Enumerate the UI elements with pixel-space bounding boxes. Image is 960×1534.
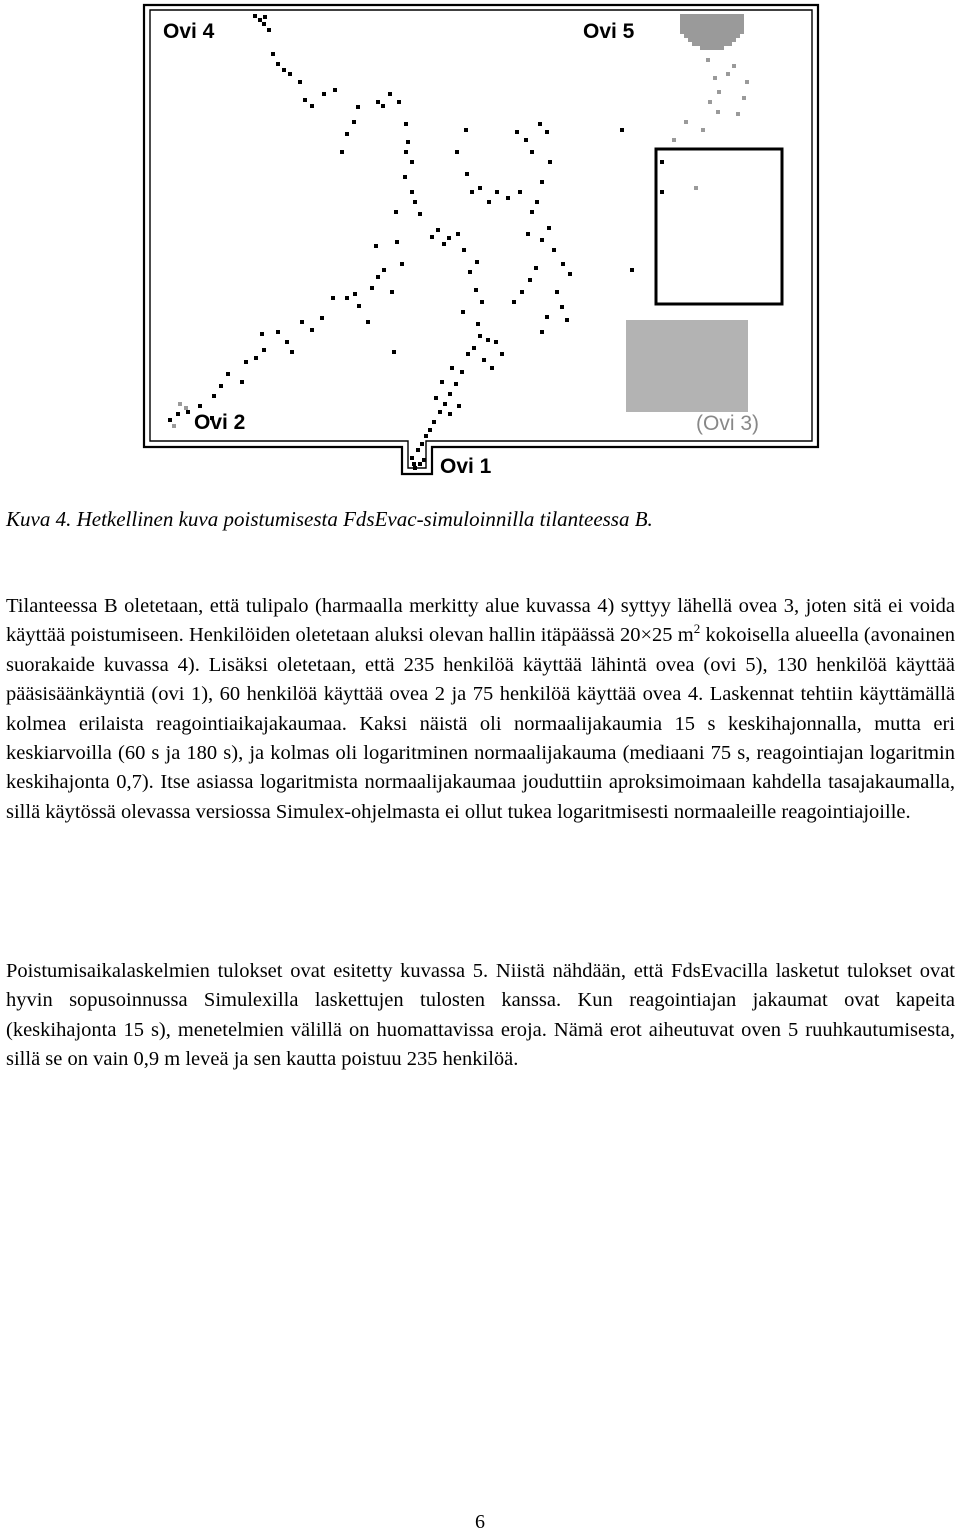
- crowd-agent: [724, 42, 728, 46]
- crowd-agent: [732, 30, 736, 34]
- gray-agent: [178, 402, 182, 406]
- door-label-ovi4: Ovi 4: [163, 20, 215, 43]
- agent: [397, 100, 401, 104]
- agent: [466, 352, 470, 356]
- gray-agent: [732, 64, 736, 68]
- crowd-agent: [696, 18, 700, 22]
- floor-plan: [0, 0, 960, 490]
- crowd-agent: [700, 26, 704, 30]
- gray-agent: [736, 112, 740, 116]
- crowd-agent: [688, 14, 692, 18]
- gray-agent: [717, 90, 721, 94]
- agent: [262, 348, 266, 352]
- agent: [388, 92, 392, 96]
- crowd-agent: [712, 46, 716, 50]
- agent: [288, 72, 292, 76]
- agent: [282, 68, 286, 72]
- agent: [345, 296, 349, 300]
- crowd-agent: [712, 30, 716, 34]
- agent: [366, 320, 370, 324]
- fire-area: [626, 320, 748, 412]
- crowd-agent: [684, 18, 688, 22]
- crowd-agent: [724, 34, 728, 38]
- agent: [186, 410, 190, 414]
- crowd-agent: [680, 14, 684, 18]
- crowd-agent: [688, 34, 692, 38]
- agent: [410, 456, 414, 460]
- crowd-agent: [688, 26, 692, 30]
- gray-agent: [184, 406, 188, 410]
- evacuation-figure: [0, 0, 960, 490]
- crowd-agent: [700, 46, 704, 50]
- crowd-agent: [684, 34, 688, 38]
- crowd-agent: [704, 46, 708, 50]
- gray-agent: [172, 424, 176, 428]
- agent: [244, 360, 248, 364]
- agent: [392, 350, 396, 354]
- agent: [545, 315, 549, 319]
- agent: [240, 380, 244, 384]
- door-label-ovi3: (Ovi 3): [696, 412, 759, 435]
- agent: [353, 292, 357, 296]
- agent: [395, 240, 399, 244]
- crowd-agent: [680, 22, 684, 26]
- crowd-agent: [720, 34, 724, 38]
- agent: [290, 350, 294, 354]
- crowd-agent: [692, 34, 696, 38]
- agent: [276, 62, 280, 66]
- crowd-agent: [732, 14, 736, 18]
- crowd-agent: [696, 38, 700, 42]
- door-label-ovi2: Ovi 2: [194, 411, 246, 434]
- crowd-agent: [692, 38, 696, 42]
- agent: [528, 278, 532, 282]
- crowd-agent: [704, 34, 708, 38]
- gray-agent: [745, 80, 749, 84]
- crowd-agent: [692, 18, 696, 22]
- crowd-agent: [696, 22, 700, 26]
- agent: [254, 356, 258, 360]
- agent: [428, 428, 432, 432]
- agent: [404, 150, 408, 154]
- crowd-agent: [740, 22, 744, 26]
- crowd-agent: [716, 22, 720, 26]
- agent: [518, 190, 522, 194]
- figure-caption: Kuva 4. Hetkellinen kuva poistumisesta FdsEvac-simuloinnilla tilanteessa B.: [6, 507, 653, 531]
- crowd-agent: [720, 46, 724, 50]
- crowd-agent: [736, 22, 740, 26]
- agent: [561, 262, 565, 266]
- gray-agent: [742, 96, 746, 100]
- agent: [434, 396, 438, 400]
- crowd-agent: [732, 26, 736, 30]
- crowd-agent: [716, 18, 720, 22]
- crowd-agent: [712, 34, 716, 38]
- paragraph-1-part-2: kokoisella alueella (avonainen suorakaide kuvassa 4). Lisäksi oletetaan, että 235 henkilöä käyttää lähintä ovea (ovi 5), 130 henkilöä käyttää pääsisäänkäyntiä (ovi 1), 60 henkilöä käyttää ovea 2 ja 75 henkilöä käyttää ovea 4. Laskennat tehtiin käyttämällä kolmea erilaista reagointiaikajakaumaa. Kaksi näistä oli normaalijakaumia 15 s keskihajonnalla, mutta eri keskiarvoilla (60 s ja 180 s), ja kolmas oli logaritminen normaalijakauma (mediaani 75 s, reagointiajan logaritmin keskihajonta 0,7). Itse asiassa logaritmista normaalijakaumaa jouduttiin aproksimoimaan kahdella tasajakaumalla, sillä käytössä olevassa versiossa Simulex-ohjelmasta ei ollut tukea logaritmisesti normaaleille reagointiajoille.: [6, 624, 955, 823]
- crowd-agent: [724, 22, 728, 26]
- agent: [475, 260, 479, 264]
- agent: [457, 404, 461, 408]
- agent: [442, 242, 446, 246]
- crowd-agent: [716, 26, 720, 30]
- crowd-agent: [696, 34, 700, 38]
- crowd-agent: [688, 38, 692, 42]
- agent: [406, 140, 410, 144]
- agent: [345, 132, 349, 136]
- crowd-agent: [724, 18, 728, 22]
- agent: [555, 290, 559, 294]
- crowd-at-ovi5: [680, 14, 744, 50]
- agent: [460, 370, 464, 374]
- crowd-agent: [728, 30, 732, 34]
- crowd-agent: [720, 26, 724, 30]
- crowd-agent: [684, 22, 688, 26]
- agent: [486, 338, 490, 342]
- crowd-agent: [728, 42, 732, 46]
- crowd-agent: [696, 14, 700, 18]
- gray-agent: [706, 58, 710, 62]
- crowd-agent: [720, 18, 724, 22]
- agent: [438, 410, 442, 414]
- crowd-agent: [736, 34, 740, 38]
- crowd-agent: [700, 30, 704, 34]
- agent: [548, 160, 552, 164]
- agent: [322, 92, 326, 96]
- agent: [630, 268, 634, 272]
- agent: [418, 212, 422, 216]
- agent: [538, 122, 542, 126]
- agent: [374, 244, 378, 248]
- crowd-agent: [740, 26, 744, 30]
- agent: [478, 334, 482, 338]
- agent: [500, 352, 504, 356]
- agent: [620, 128, 624, 132]
- agent: [376, 275, 380, 279]
- crowd-agent: [716, 46, 720, 50]
- crowd-agent: [728, 14, 732, 18]
- crowd-agent: [696, 42, 700, 46]
- crowd-agent: [704, 26, 708, 30]
- crowd-agent: [712, 18, 716, 22]
- crowd-agent: [728, 22, 732, 26]
- crowd-agent: [720, 38, 724, 42]
- crowd-agent: [684, 30, 688, 34]
- crowd-agent: [708, 14, 712, 18]
- agent: [271, 52, 275, 56]
- crowd-agent: [720, 22, 724, 26]
- agent: [357, 304, 361, 308]
- agent: [480, 300, 484, 304]
- crowd-agent: [700, 42, 704, 46]
- crowd-agent: [716, 14, 720, 18]
- crowd-agent: [688, 22, 692, 26]
- crowd-agent: [704, 14, 708, 18]
- agent: [394, 210, 398, 214]
- crowd-agent: [740, 14, 744, 18]
- agent: [456, 232, 460, 236]
- crowd-agent: [740, 30, 744, 34]
- agent: [176, 412, 180, 416]
- crowd-agent: [712, 26, 716, 30]
- agent: [331, 296, 335, 300]
- agent: [495, 190, 499, 194]
- gray-agent: [713, 76, 717, 80]
- crowd-agent: [708, 18, 712, 22]
- crowd-agent: [724, 14, 728, 18]
- crowd-agent: [716, 42, 720, 46]
- agent: [198, 404, 202, 408]
- agent: [356, 105, 360, 109]
- agent: [432, 420, 436, 424]
- agent: [333, 88, 337, 92]
- agent: [303, 98, 307, 102]
- agent: [464, 128, 468, 132]
- agent: [260, 332, 264, 336]
- agent: [540, 330, 544, 334]
- crowd-agent: [708, 22, 712, 26]
- agent: [454, 382, 458, 386]
- crowd-agent: [704, 30, 708, 34]
- agent: [468, 270, 472, 274]
- crowd-agent: [692, 26, 696, 30]
- agent: [524, 138, 528, 142]
- crowd-agent: [712, 42, 716, 46]
- crowd-agent: [700, 38, 704, 42]
- paragraph-1-part-1: Tilanteessa B oletetaan, että tulipalo (harmaalla merkitty alue kuvassa 4) syttyy lähellä ovea 3, joten sitä ei voida käyttää poistumiseen. Henkilöiden oletetaan aluksi olevan hallin itäpäässä 20×25 m: [6, 595, 955, 647]
- crowd-agent: [700, 14, 704, 18]
- gray-agent: [701, 128, 705, 132]
- crowd-agent: [708, 26, 712, 30]
- gray-agent: [672, 138, 676, 142]
- agent: [381, 104, 385, 108]
- agent: [487, 200, 491, 204]
- agent: [568, 272, 572, 276]
- agent: [390, 290, 394, 294]
- page-number: 6: [475, 1511, 485, 1533]
- crowd-agent: [732, 34, 736, 38]
- paragraph-1: [6, 592, 955, 827]
- crowd-agent: [712, 14, 716, 18]
- agent: [547, 226, 551, 230]
- agent: [540, 180, 544, 184]
- crowd-agent: [728, 18, 732, 22]
- crowd-agent: [708, 42, 712, 46]
- agent: [448, 392, 452, 396]
- agent: [455, 150, 459, 154]
- agent: [440, 380, 444, 384]
- gray-agent: [726, 72, 730, 76]
- agent: [412, 462, 416, 466]
- crowd-agent: [736, 30, 740, 34]
- agent: [472, 346, 476, 350]
- gray-agent: [716, 110, 720, 114]
- door-label-ovi1: Ovi 1: [440, 455, 492, 478]
- agent: [352, 120, 356, 124]
- door-label-ovi5: Ovi 5: [583, 20, 635, 43]
- agent: [482, 358, 486, 362]
- agent: [530, 210, 534, 214]
- agent: [540, 238, 544, 242]
- agent: [545, 130, 549, 134]
- agent: [400, 262, 404, 266]
- agent: [276, 330, 280, 334]
- paragraph-2: Poistumisaikalaskelmien tulokset ovat esitetty kuvassa 5. Niistä nähdään, että FdsEvacilla lasketut tulokset ovat hyvin sopusoinnussa Simulexilla laskettujen tulosten kanssa. Kun reagointiajan jakaumat ovat kapeita (keskihajonta 15 s), menetelmien välillä on huomattavissa eroja. Nämä erot aiheutuvat oven 5 ruuhkautumisesta, sillä se on vain 0,9 m leveä ja sen kautta poistuu 235 henkilöä.: [6, 960, 955, 1071]
- agent: [410, 160, 414, 164]
- agent: [219, 384, 223, 388]
- agent: [506, 196, 510, 200]
- agent: [404, 122, 408, 126]
- agent: [382, 268, 386, 272]
- crowd-agent: [728, 26, 732, 30]
- agent: [520, 290, 524, 294]
- crowd-agent: [696, 26, 700, 30]
- crowd-agent: [732, 38, 736, 42]
- crowd-agent: [704, 42, 708, 46]
- crowd-agent: [700, 34, 704, 38]
- agent: [515, 130, 519, 134]
- crowd-agent: [720, 14, 724, 18]
- crowd-agent: [684, 26, 688, 30]
- agent: [416, 448, 420, 452]
- agent: [422, 458, 426, 462]
- crowd-agent: [688, 30, 692, 34]
- agent: [565, 318, 569, 322]
- crowd-agent: [700, 22, 704, 26]
- agent: [320, 316, 324, 320]
- agent: [424, 434, 428, 438]
- gray-agent: [708, 100, 712, 104]
- agent: [376, 100, 380, 104]
- agent: [285, 340, 289, 344]
- agent: [490, 366, 494, 370]
- agent: [420, 442, 424, 446]
- agent: [310, 104, 314, 108]
- agent: [267, 28, 271, 32]
- crowd-agent: [732, 22, 736, 26]
- agent: [660, 160, 664, 164]
- agent: [462, 248, 466, 252]
- agent: [340, 150, 344, 154]
- agent: [310, 328, 314, 332]
- agent: [212, 394, 216, 398]
- agent: [461, 310, 465, 314]
- crowd-agent: [692, 22, 696, 26]
- agent: [410, 190, 414, 194]
- agent: [262, 22, 266, 26]
- agent: [263, 15, 267, 19]
- agent: [560, 305, 564, 309]
- crowd-agent: [684, 14, 688, 18]
- agent: [413, 466, 417, 470]
- agent: [370, 286, 374, 290]
- gray-agent: [694, 186, 698, 190]
- agent: [660, 190, 664, 194]
- agent: [413, 200, 417, 204]
- crowd-agent: [708, 30, 712, 34]
- crowd-agent: [728, 38, 732, 42]
- agent: [474, 288, 478, 292]
- agent: [494, 340, 498, 344]
- crowd-agent: [712, 22, 716, 26]
- crowd-agent: [712, 38, 716, 42]
- crowd-agent: [692, 30, 696, 34]
- crowd-agent: [692, 42, 696, 46]
- crowd-agent: [716, 38, 720, 42]
- crowd-agent: [720, 42, 724, 46]
- agent: [403, 175, 407, 179]
- crowd-agent: [692, 14, 696, 18]
- crowd-agent: [716, 34, 720, 38]
- agent: [443, 402, 447, 406]
- crowd-agent: [704, 22, 708, 26]
- agent: [226, 372, 230, 376]
- agent: [258, 18, 262, 22]
- agent: [300, 320, 304, 324]
- gray-agent: [684, 120, 688, 124]
- crowd-agent: [708, 34, 712, 38]
- crowd-agent: [736, 18, 740, 22]
- agent: [535, 200, 539, 204]
- superscript-2: 2: [693, 621, 701, 637]
- agent: [465, 172, 469, 176]
- crowd-agent: [716, 30, 720, 34]
- crowd-agent: [736, 26, 740, 30]
- agent: [448, 412, 452, 416]
- agent: [436, 228, 440, 232]
- agent: [534, 266, 538, 270]
- crowd-agent: [680, 18, 684, 22]
- crowd-agent: [680, 30, 684, 34]
- crowd-agent: [728, 34, 732, 38]
- crowd-agent: [724, 38, 728, 42]
- agent: [253, 14, 257, 18]
- crowd-agent: [696, 30, 700, 34]
- crowd-agent: [708, 46, 712, 50]
- crowd-agent: [704, 18, 708, 22]
- agent: [512, 300, 516, 304]
- agent: [450, 366, 454, 370]
- agent: [470, 190, 474, 194]
- crowd-agent: [724, 30, 728, 34]
- crowd-agent: [700, 18, 704, 22]
- agents: [168, 14, 664, 470]
- initial-area-rectangle: [656, 149, 782, 304]
- crowd-agent: [688, 18, 692, 22]
- agent: [552, 248, 556, 252]
- crowd-agent: [736, 14, 740, 18]
- agent: [447, 236, 451, 240]
- agent: [478, 186, 482, 190]
- crowd-agent: [732, 18, 736, 22]
- crowd-agent: [724, 26, 728, 30]
- agent: [476, 322, 480, 326]
- agent: [530, 150, 534, 154]
- agent: [168, 418, 172, 422]
- agent: [418, 462, 422, 466]
- crowd-agent: [704, 38, 708, 42]
- agent: [298, 80, 302, 84]
- crowd-agent: [680, 26, 684, 30]
- crowd-agent: [720, 30, 724, 34]
- agent: [430, 235, 434, 239]
- crowd-agent: [708, 38, 712, 42]
- agent: [526, 232, 530, 236]
- crowd-agent: [740, 18, 744, 22]
